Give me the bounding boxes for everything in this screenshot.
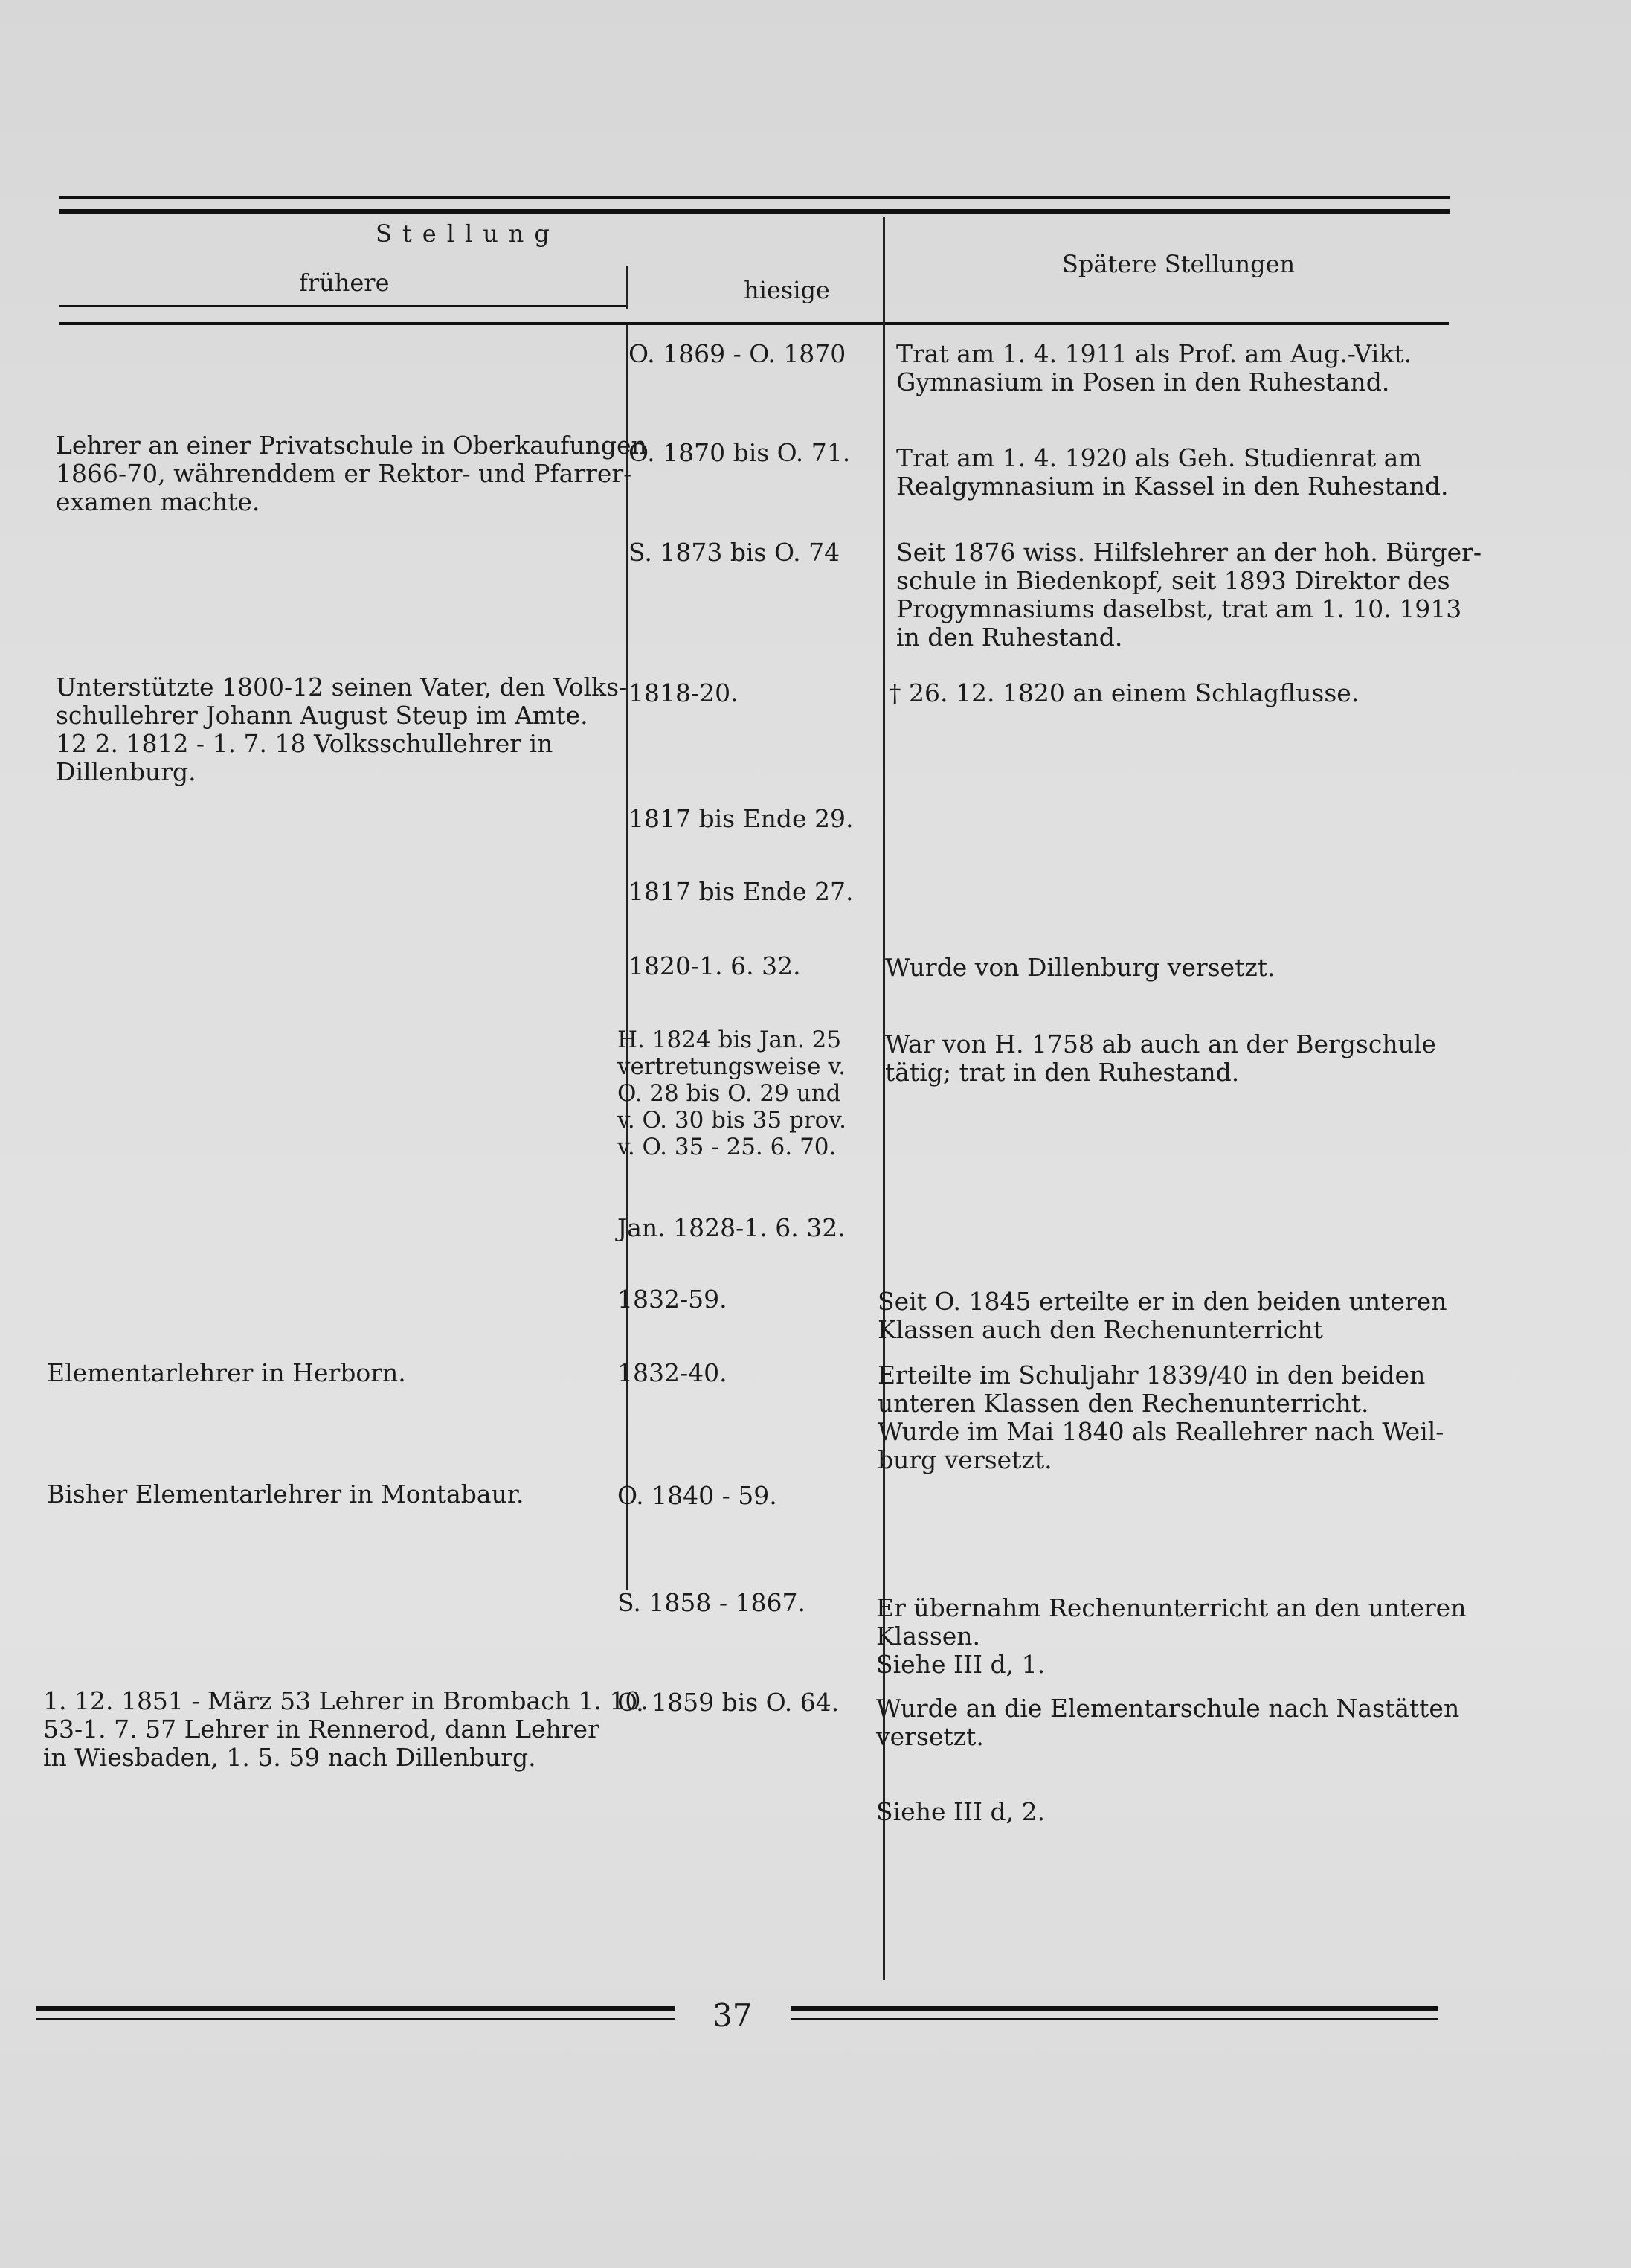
row-11-frueher: Bisher Elementarlehrer in Montabaur. <box>47 1480 524 1509</box>
row-13-hiesige: O. 1859 bis O. 64. <box>617 1688 840 1717</box>
row-2-hiesige: S. 1873 bis O. 74 <box>628 538 840 567</box>
header-stellung: Stellung <box>376 219 560 248</box>
row-3-spaeter: † 26. 12. 1820 an einem Schlagflusse. <box>889 678 1360 707</box>
row-12-hiesige: S. 1858 - 1867. <box>617 1588 805 1617</box>
row-3-frueher: Unterstützte 1800-12 seinen Vater, den Volks- schullehrer Johann August Steup im Amte. 12 2. 1812 - 1. 7. 18 Volksschullehrer in Dillenburg. <box>56 672 628 786</box>
footer-rule-right-thick <box>791 2006 1438 2011</box>
header-spaetere: Spätere Stellungen <box>1062 250 1296 278</box>
row-6-hiesige: 1820-1. 6. 32. <box>628 951 801 980</box>
row-2-spaeter: Seit 1876 wiss. Hilfslehrer an der hoh. Bürger- schule in Biedenkopf, seit 1893 Direktor des Progymnasiums daselbst, trat am 1. 10. 1913 in den Ruhestand. <box>896 538 1482 652</box>
header-fruehere: frühere <box>299 269 390 297</box>
row-7-hiesige: H. 1824 bis Jan. 25 vertretungsweise v. O. 28 bis O. 29 und v. O. 30 bis 35 prov. v. O. 35 - 25. 6. 70. <box>617 1027 846 1160</box>
row-9-hiesige: 1832-59. <box>617 1285 727 1314</box>
row-1-spaeter: Trat am 1. 4. 1920 als Geh. Studienrat am Realgymnasium in Kassel in den Ruhestand. <box>896 443 1449 501</box>
header-bottom-rule <box>59 322 1449 325</box>
page-number: 37 <box>712 1997 753 2034</box>
top-rule-thin <box>59 196 1450 199</box>
row-4-hiesige: 1817 bis Ende 29. <box>628 804 854 833</box>
footer-rule-left-thick <box>36 2006 675 2011</box>
row-6-spaeter: Wurde von Dillenburg versetzt. <box>885 953 1275 982</box>
row-3-hiesige: 1818-20. <box>628 678 739 707</box>
row-1-frueher: Lehrer an einer Privatschule in Oberkaufungen 1866-70, währenddem er Rektor- und Pfarrer- examen machte. <box>56 431 647 516</box>
row-1-hiesige: O. 1870 bis O. 71. <box>628 438 851 467</box>
row-9-spaeter: Seit O. 1845 erteilte er in den beiden unteren Klassen auch den Rechenunterricht <box>878 1287 1447 1344</box>
row-13-frueher: 1. 12. 1851 - März 53 Lehrer in Brombach 1. 10. 53-1. 7. 57 Lehrer in Rennerod, dann Lehrer in Wiesbaden, 1. 5. 59 nach Dillenburg. <box>43 1686 649 1772</box>
column-divider-header <box>626 266 628 309</box>
row-5-hiesige: 1817 bis Ende 27. <box>628 877 854 906</box>
footer-rule-right-thin <box>791 2018 1438 2020</box>
row-13-spaeter: Wurde an die Elementarschule nach Nastätten versetzt. <box>876 1694 1460 1751</box>
row-11-hiesige: O. 1840 - 59. <box>617 1481 777 1510</box>
row-14-spaeter: Siehe III d, 2. <box>876 1797 1046 1826</box>
row-10-frueher: Elementarlehrer in Herborn. <box>47 1358 406 1387</box>
top-rule-thick <box>59 209 1450 214</box>
row-8-hiesige: Jan. 1828-1. 6. 32. <box>617 1213 846 1242</box>
row-0-hiesige: O. 1869 - O. 1870 <box>628 339 846 368</box>
header-hiesige: hiesige <box>744 276 830 304</box>
row-10-hiesige: 1832-40. <box>617 1358 727 1387</box>
row-10-spaeter: Erteilte im Schuljahr 1839/40 in den beiden unteren Klassen den Rechenunterricht. Wurde im Mai 1840 als Reallehrer nach Weil- burg versetzt. <box>878 1361 1444 1474</box>
row-12-spaeter: Er übernahm Rechenunterricht an den unteren Klassen. Siehe III d, 1. <box>876 1593 1467 1679</box>
footer-rule-left-thin <box>36 2018 675 2020</box>
header-subrule <box>59 305 627 307</box>
row-7-spaeter: War von H. 1758 ab auch an der Bergschule tätig; trat in den Ruhestand. <box>885 1029 1436 1087</box>
row-0-spaeter: Trat am 1. 4. 1911 als Prof. am Aug.-Vikt. Gymnasium in Posen in den Ruhestand. <box>896 339 1412 396</box>
